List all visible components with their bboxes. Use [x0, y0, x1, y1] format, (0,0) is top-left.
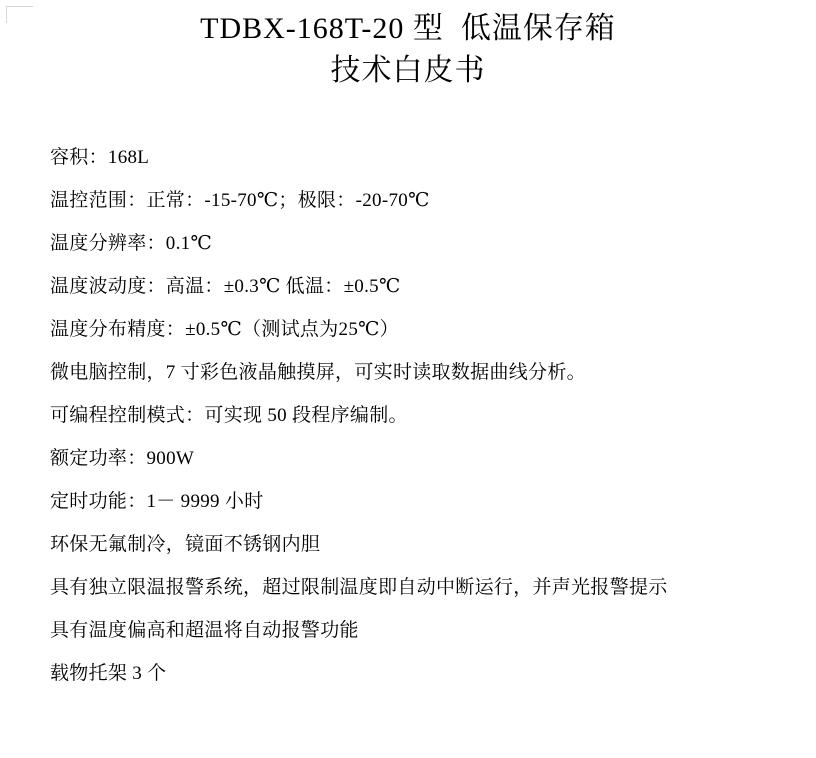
document-title	[0, 0, 816, 92]
spec-item-controller: 微电脑控制，7 寸彩色液晶触摸屏，可实时读取数据曲线分析。	[50, 362, 586, 383]
spec-item-volume: 容积：168L	[50, 147, 150, 168]
spec-item-temperature-fluctuation: 温度波动度：高温：±0.3℃ 低温：±0.5℃	[50, 276, 401, 297]
spec-item-refrigeration: 环保无氟制冷，镜面不锈钢内胆	[50, 534, 321, 555]
spec-item-programmable-mode: 可编程控制模式：可实现 50 段程序编制。	[50, 405, 408, 426]
title-line-1: TDBX-168T-20 型 低温保存箱	[200, 12, 616, 45]
specification-list	[0, 136, 816, 695]
spec-item-shelves: 载物托架 3 个	[50, 663, 167, 684]
spec-item-rated-power: 额定功率：900W	[50, 448, 195, 469]
title-line-2: 技术白皮书	[330, 54, 486, 87]
spec-item-alarm-system: 具有独立限温报警系统，超过限制温度即自动中断运行，并声光报警提示	[50, 577, 668, 598]
spec-item-temperature-distribution: 温度分布精度：±0.5℃（测试点为25℃）	[50, 319, 399, 340]
spec-item-temperature-range: 温控范围：正常：-15-70℃；极限：-20-70℃	[50, 190, 430, 211]
spec-item-temperature-resolution: 温度分辨率：0.1℃	[50, 233, 213, 254]
spec-item-over-temperature-alarm: 具有温度偏高和超温将自动报警功能	[50, 620, 359, 641]
spec-item-timer: 定时功能：1－ 9999 小时	[50, 491, 264, 512]
corner-crop-mark	[6, 6, 33, 23]
